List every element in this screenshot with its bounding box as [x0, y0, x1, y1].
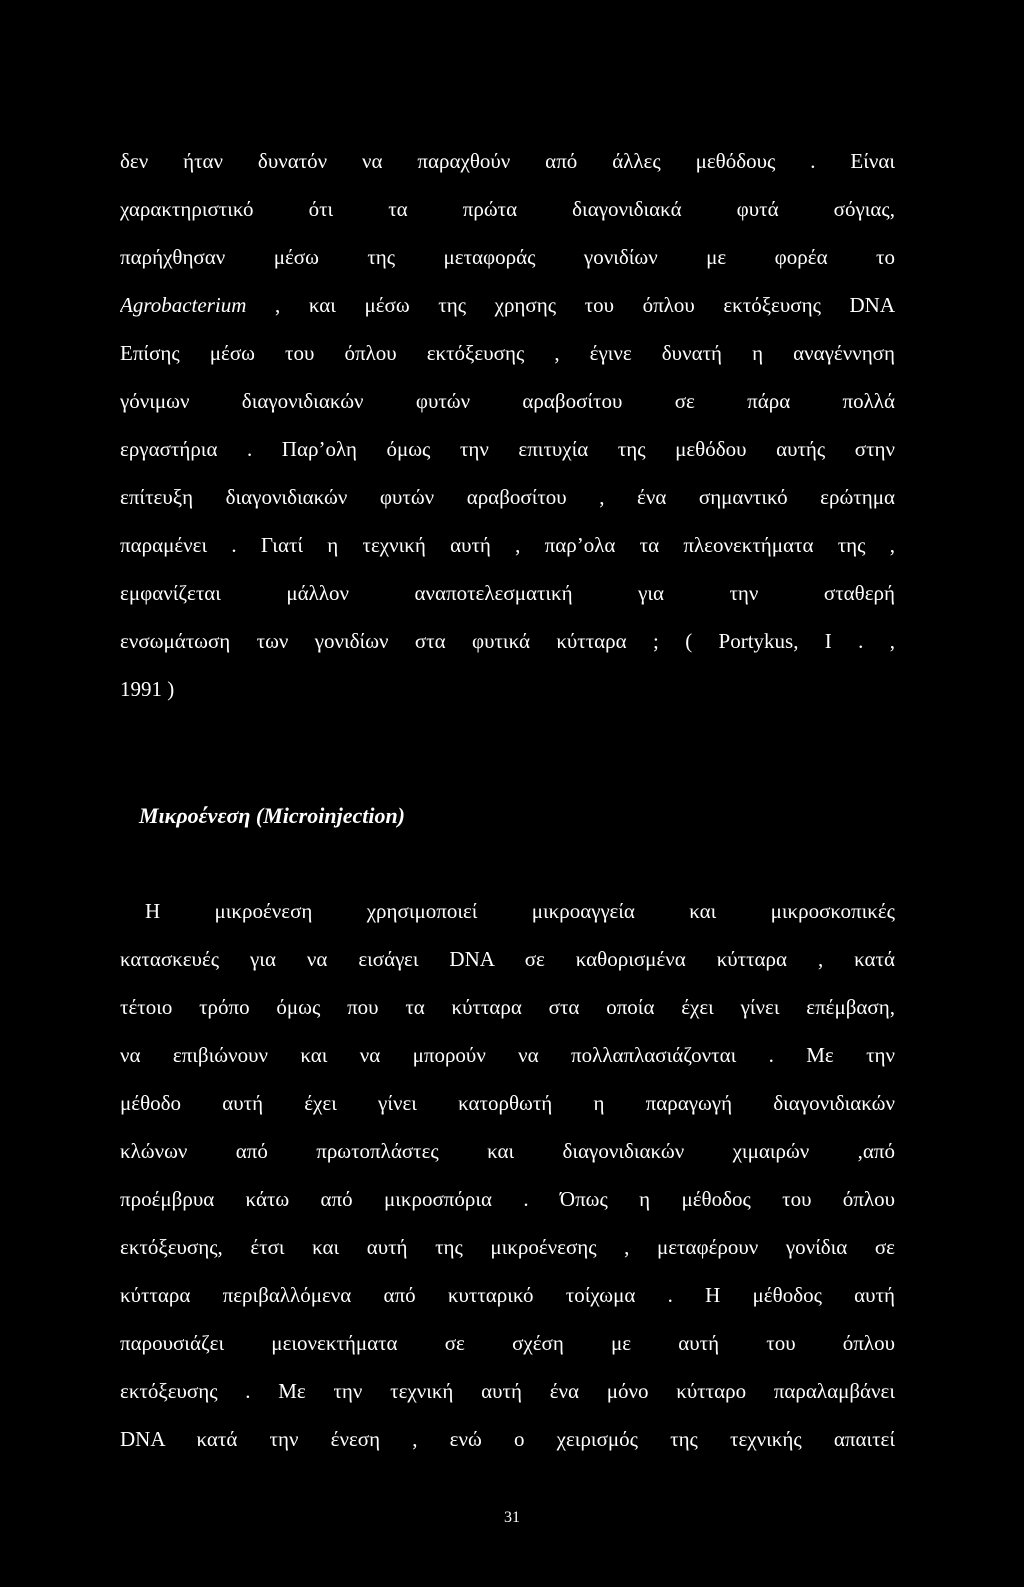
section-heading: Μικροένεση (Microinjection)	[139, 803, 406, 828]
page-number: 31	[504, 1509, 520, 1526]
paragraph-line: δεν ήταν δυνατόν να παραχθούν από άλλες μεθόδους . Είναι	[120, 149, 895, 173]
paragraph-line: εργαστήρια . Παρ’ολη όμως την επιτυχία της μεθόδου αυτής στην	[120, 437, 895, 461]
paragraph-line: μέθοδο αυτή έχει γίνει κατορθωτή η παραγωγή διαγονιδιακών	[120, 1091, 895, 1115]
paragraph-line: κατασκευές για να εισάγει DNA σε καθορισμένα κύτταρα , κατά	[120, 947, 895, 971]
paragraph-line: DNA κατά την ένεση , ενώ ο χειρισμός της τεχνικής απαιτεί	[120, 1427, 895, 1451]
paragraph-line: ενσωμάτωση των γονιδίων στα φυτικά κύτταρα ; ( Portykus, I . ,	[120, 629, 895, 653]
paragraph-line: παραμένει . Γιατί η τεχνική αυτή , παρ’ολα τα πλεονεκτήματα της ,	[120, 533, 895, 557]
paragraph-line: 1991 )	[120, 677, 175, 701]
paragraph-line: επίτευξη διαγονιδιακών φυτών αραβοσίτου , ένα σημαντικό ερώτημα	[120, 485, 895, 509]
paragraph-line: τέτοιο τρόπο όμως που τα κύτταρα στα οποία έχει γίνει επέμβαση,	[120, 995, 895, 1019]
paragraph-line: κύτταρα περιβαλλόμενα από κυτταρικό τοίχωμα . Η μέθοδος αυτή	[120, 1283, 895, 1307]
italic-term: Agrobacterium	[120, 293, 247, 317]
paragraph-line: εμφανίζεται μάλλον αναποτελεσματική για την σταθερή	[120, 581, 895, 605]
paragraph-line: εκτόξευσης, έτσι και αυτή της μικροένεσης , μεταφέρουν γονίδια σε	[120, 1235, 895, 1259]
paragraph-line: να επιβιώνουν και να μπορούν να πολλαπλασιάζονται . Με την	[120, 1043, 895, 1067]
paragraph-line: εκτόξευσης . Με την τεχνική αυτή ένα μόνο κύτταρο παραλαμβάνει	[120, 1379, 895, 1403]
paragraph-line: κλώνων από πρωτοπλάστες και διαγονιδιακών χιμαιρών ,από	[120, 1139, 895, 1163]
paragraph-line	[120, 292, 895, 318]
paragraph-line: παρήχθησαν μέσω της μεταφοράς γονιδίων με φορέα το	[120, 245, 895, 269]
paragraph-line: χαρακτηριστικό ότι τα πρώτα διαγονιδιακά φυτά σόγιας,	[120, 197, 895, 221]
paragraph-line: Η μικροένεση χρησιμοποιεί μικροαγγεία και μικροσκοπικές	[145, 899, 895, 923]
paragraph-line: παρουσιάζει μειονεκτήματα σε σχέση με αυτή του όπλου	[120, 1331, 895, 1355]
paragraph-line: γόνιμων διαγονιδιακών φυτών αραβοσίτου σε πάρα πολλά	[120, 389, 895, 413]
paragraph-line: Επίσης μέσω του όπλου εκτόξευσης , έγινε δυνατή η αναγέννηση	[120, 341, 895, 365]
line-text: , και μέσω της χρησης του όπλου εκτόξευσης DNA	[246, 293, 895, 317]
paragraph-line: προέμβρυα κάτω από μικροσπόρια . Όπως η μέθοδος του όπλου	[120, 1187, 895, 1211]
